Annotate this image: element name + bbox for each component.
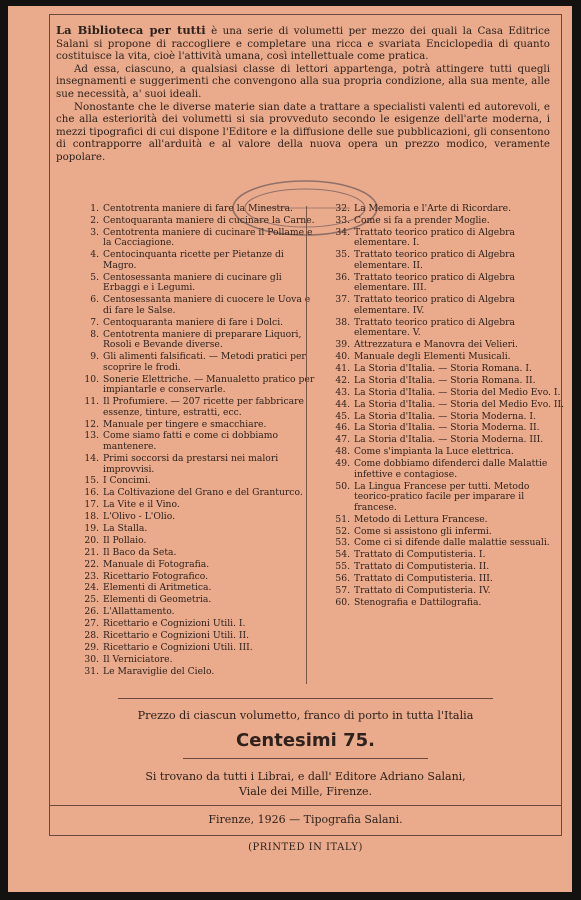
title-item — [79, 431, 315, 452]
title-number: 41. — [335, 362, 350, 374]
title-item — [79, 631, 315, 642]
title-text: Elementi di Aritmetica. — [103, 582, 212, 594]
title-text: La Storia d'Italia. — Storia del Medio Evo. I. — [354, 386, 561, 398]
title-item — [79, 619, 315, 630]
title-item — [79, 204, 315, 215]
title-text: Centosessanta maniere di cucinare gli Erbaggi e i Legumi. — [103, 271, 282, 294]
title-number: 27. — [84, 618, 99, 630]
title-text: Come si assistono gli infermi. — [354, 525, 492, 537]
title-text: Gli alimenti falsificati. — Metodi pratici per scoprire le frodi. — [103, 351, 306, 373]
title-number: 6. — [90, 294, 99, 306]
divider-top — [118, 698, 493, 699]
title-text: Elementi di Geometria. — [103, 594, 212, 606]
title-item — [330, 340, 566, 351]
title-number: 19. — [84, 522, 99, 534]
title-text: La Lingua Francese per tutti. Metodo teorico-pratico facile per imparare il francese. — [354, 480, 530, 513]
title-text: Metodo di Lettura Francese. — [354, 513, 488, 525]
catalog-page — [8, 6, 572, 892]
title-item — [330, 364, 566, 375]
title-text: Il Baco da Seta. — [103, 546, 177, 558]
title-text: Manuale di Fotografia. — [103, 558, 210, 570]
title-number: 55. — [335, 561, 350, 573]
title-number: 44. — [335, 398, 350, 410]
distribution-line-1: Si trovano da tutti i Librai, e dall' Editore Adriano Salani, — [145, 770, 466, 783]
title-number: 12. — [84, 418, 99, 430]
title-item — [79, 536, 315, 547]
title-item — [79, 454, 315, 475]
title-number: 46. — [335, 422, 350, 434]
title-text: Stenografia e Dattilografia. — [354, 596, 482, 608]
title-text: Trattato teorico pratico di Algebra elementare. IV. — [354, 294, 515, 316]
title-text: Come siamo fatti e come ci dobbiamo mantenere. — [103, 430, 278, 453]
title-item — [79, 375, 315, 396]
distribution-text — [49, 769, 562, 799]
title-text: Centotrenta maniere di preparare Liquori, Rosoli e Bevande diverse. — [103, 328, 302, 351]
title-text: Come s'impianta la Luce elettrica. — [354, 446, 514, 458]
title-text: Come si fa a prender Moglie. — [354, 214, 490, 226]
title-text: Centotrenta maniere di cucinare il Pollame e la Cacciagione. — [103, 226, 313, 249]
title-number: 48. — [335, 446, 350, 458]
divider-mid — [183, 758, 428, 759]
title-item — [79, 476, 315, 487]
title-item — [79, 572, 315, 583]
title-number: 33. — [335, 214, 350, 226]
title-item — [79, 352, 315, 373]
title-item — [330, 482, 566, 514]
title-number: 15. — [84, 475, 99, 487]
title-item — [330, 250, 566, 271]
title-item — [330, 562, 566, 573]
title-number: 24. — [84, 582, 99, 594]
title-text: L'Allattamento. — [103, 606, 175, 618]
title-item — [330, 295, 566, 316]
column-divider — [306, 206, 307, 684]
title-text: La Storia d'Italia. — Storia del Medio Evo. II. — [354, 398, 565, 410]
title-number: 10. — [84, 373, 99, 385]
title-item — [330, 586, 566, 597]
title-number: 40. — [335, 351, 350, 363]
title-item — [79, 216, 315, 227]
title-item — [330, 412, 566, 423]
title-number: 50. — [335, 480, 350, 492]
title-item — [330, 318, 566, 339]
title-number: 57. — [335, 585, 350, 597]
title-item — [330, 376, 566, 387]
intro-text — [56, 24, 550, 164]
title-item — [330, 515, 566, 526]
title-text: Centoquaranta maniere di fare i Dolci. — [103, 316, 284, 328]
title-item — [79, 548, 315, 559]
title-text: La Vite e il Vino. — [103, 499, 180, 511]
title-number: 49. — [335, 458, 350, 470]
title-number: 42. — [335, 374, 350, 386]
title-item — [79, 500, 315, 511]
title-number: 22. — [84, 558, 99, 570]
title-number: 25. — [84, 594, 99, 606]
titles-list-left — [79, 204, 315, 679]
title-item — [330, 400, 566, 411]
title-number: 1. — [90, 203, 99, 214]
title-item — [330, 527, 566, 538]
title-number: 51. — [335, 513, 350, 525]
title-number: 23. — [84, 570, 99, 582]
title-number: 37. — [335, 294, 350, 306]
title-item — [330, 574, 566, 585]
title-text: Trattato teorico pratico di Algebra elementare. II. — [354, 249, 515, 271]
title-item — [330, 435, 566, 446]
title-text: Centosessanta maniere di cuocere le Uova e di fare le Salse. — [103, 294, 311, 316]
divider-bottom — [49, 805, 562, 806]
title-item — [330, 598, 566, 609]
title-item — [79, 250, 315, 271]
title-item — [79, 397, 315, 418]
title-number: 11. — [84, 396, 99, 408]
title-text: La Storia d'Italia. — Storia Romana. I. — [354, 362, 532, 374]
title-number: 28. — [84, 629, 99, 641]
title-item — [79, 295, 315, 316]
title-text: Come ci si difende dalle malattie sessuali. — [354, 537, 550, 549]
title-item — [79, 318, 315, 329]
title-text: Trattato teorico pratico di Algebra elementare. I. — [354, 226, 515, 249]
title-number: 16. — [84, 487, 99, 499]
title-number: 36. — [335, 271, 350, 283]
title-item — [79, 583, 315, 594]
title-item — [79, 655, 315, 666]
printed-in-italy: (PRINTED IN ITALY) — [248, 842, 363, 853]
title-item — [330, 423, 566, 434]
title-text: Come dobbiamo difenderci dalle Malattie infettive e contagiose. — [354, 458, 548, 480]
title-text: Il Verniciatore. — [103, 653, 173, 665]
intro-paragraph-1-text: è una serie di volumetti per mezzo dei quali la Casa Editrice Salani si propone di raccogliere e completare una ricca e svariata Enciclopedia di quanto costituisce la vita, cioè l'attività umana, così intellettuale come pratica. — [56, 25, 550, 63]
title-number: 8. — [90, 328, 99, 340]
title-number: 34. — [335, 226, 350, 238]
intro-paragraph-3: Nonostante che le diverse materie sian date a trattare a specialisti valenti ed autorevoli, e che alla esteriorità dei volumetti si sia provveduto secondo le esigenze dell'arte moderna, i mezzi tipografici di cui dispone l'Editore e la diffusione delle sue pubblicazioni, gli consentono di contrapporre all'arduità e al valore della nuova opera un prezzo modico, veramente popolare. — [56, 100, 550, 163]
title-number: 3. — [90, 226, 99, 238]
title-text: Trattato di Computisteria. I. — [354, 549, 486, 561]
price-line: Prezzo di ciascun volumetto, franco di porto in tutta l'Italia — [137, 709, 474, 722]
title-item — [79, 607, 315, 618]
title-text: Le Maraviglie del Cielo. — [103, 665, 215, 677]
title-item — [330, 550, 566, 561]
title-number: 5. — [90, 271, 99, 283]
price-amount: Centesimi 75. — [235, 730, 375, 751]
title-text: Trattato di Computisteria. III. — [354, 573, 493, 585]
title-text: Centotrenta maniere di fare la Minestra. — [103, 203, 293, 214]
title-text: Il Pollaio. — [103, 534, 147, 546]
title-item — [330, 352, 566, 363]
title-number: 45. — [335, 410, 350, 422]
imprint: Firenze, 1926 — Tipografia Salani. — [208, 813, 403, 826]
title-text: Ricettario e Cognizioni Utili. III. — [103, 641, 253, 653]
title-number: 32. — [335, 203, 350, 214]
title-item — [79, 273, 315, 294]
title-text: La Storia d'Italia. — Storia Moderna. II. — [354, 422, 540, 434]
title-number: 7. — [90, 316, 99, 328]
title-item — [79, 330, 315, 351]
title-number: 13. — [84, 430, 99, 442]
title-number: 39. — [335, 339, 350, 351]
title-text: I Concimi. — [103, 475, 151, 487]
intro-paragraph-2: Ad essa, ciascuno, a qualsiasi classe di lettori appartenga, potrà attingere tutti quegli insegnamenti e suggerimenti che convengono alla sua propria condizione, alla sua mente, alle sue necessità, a' suoi ideali. — [56, 62, 550, 100]
title-item — [330, 538, 566, 549]
title-item — [330, 204, 566, 215]
title-text: Sonerie Elettriche. — Manualetto pratico per impiantarle e conservarle. — [103, 373, 315, 396]
title-number: 14. — [84, 452, 99, 464]
title-text: La Storia d'Italia. — Storia Moderna. III. — [354, 434, 544, 446]
title-text: La Storia d'Italia. — Storia Moderna. I. — [354, 410, 536, 422]
title-number: 53. — [335, 537, 350, 549]
title-text: La Stalla. — [103, 522, 148, 534]
title-text: Trattato teorico pratico di Algebra elementare. V. — [354, 316, 515, 339]
title-item — [79, 524, 315, 535]
title-number: 47. — [335, 434, 350, 446]
title-item — [79, 667, 315, 678]
title-item — [79, 595, 315, 606]
titles-list-right — [330, 204, 566, 610]
title-number: 60. — [335, 596, 350, 608]
title-item — [79, 643, 315, 654]
title-item — [330, 388, 566, 399]
title-number: 31. — [84, 665, 99, 677]
title-text: Trattato teorico pratico di Algebra elementare. III. — [354, 271, 515, 294]
title-text: Trattato di Computisteria. II. — [354, 561, 490, 573]
title-text: Manuale per tingere e smacchiare. — [103, 418, 267, 430]
title-number: 38. — [335, 316, 350, 328]
title-number: 9. — [90, 351, 99, 363]
title-number: 20. — [84, 534, 99, 546]
intro-paragraph-1 — [56, 24, 550, 63]
title-item — [79, 560, 315, 571]
title-text: Centocinquanta ricette per Pietanze di Magro. — [103, 249, 284, 271]
title-number: 2. — [90, 214, 99, 226]
title-number: 54. — [335, 549, 350, 561]
title-number: 35. — [335, 249, 350, 261]
title-text: Attrezzatura e Manovra dei Velieri. — [354, 339, 518, 351]
title-item — [330, 228, 566, 249]
title-number: 56. — [335, 573, 350, 585]
title-number: 52. — [335, 525, 350, 537]
title-text: Trattato di Computisteria. IV. — [354, 585, 491, 597]
title-item — [330, 459, 566, 480]
title-text: Centoquaranta maniere di cucinare la Carne. — [103, 214, 315, 226]
series-name: La Biblioteca per tutti — [56, 23, 206, 37]
title-text: Manuale degli Elementi Musicali. — [354, 351, 511, 363]
title-number: 18. — [84, 511, 99, 523]
title-item — [79, 488, 315, 499]
title-item — [79, 420, 315, 431]
title-number: 4. — [90, 249, 99, 261]
title-item — [330, 447, 566, 458]
title-number: 26. — [84, 606, 99, 618]
title-text: Ricettario e Cognizioni Utili. II. — [103, 629, 250, 641]
title-item — [79, 228, 315, 249]
title-text: Il Profumiere. — 207 ricette per fabbricare essenze, tinture, estratti, ecc. — [103, 396, 304, 418]
title-item — [330, 216, 566, 227]
distribution-line-2: Viale dei Mille, Firenze. — [238, 785, 373, 798]
title-number: 43. — [335, 386, 350, 398]
title-text: La Coltivazione del Grano e del Granturco. — [103, 487, 303, 499]
title-number: 17. — [84, 499, 99, 511]
title-text: Ricettario Fotografico. — [103, 570, 209, 582]
title-text: L'Olivo - L'Olio. — [103, 511, 176, 523]
title-number: 21. — [84, 546, 99, 558]
title-item — [79, 512, 315, 523]
title-item — [330, 273, 566, 294]
title-number: 29. — [84, 641, 99, 653]
title-text: Ricettario e Cognizioni Utili. I. — [103, 618, 246, 630]
title-text: La Memoria e l'Arte di Ricordare. — [354, 203, 511, 214]
title-text: Primi soccorsi da prestarsi nei malori improvvisi. — [103, 452, 279, 475]
title-number: 30. — [84, 653, 99, 665]
title-text: La Storia d'Italia. — Storia Romana. II. — [354, 374, 536, 386]
